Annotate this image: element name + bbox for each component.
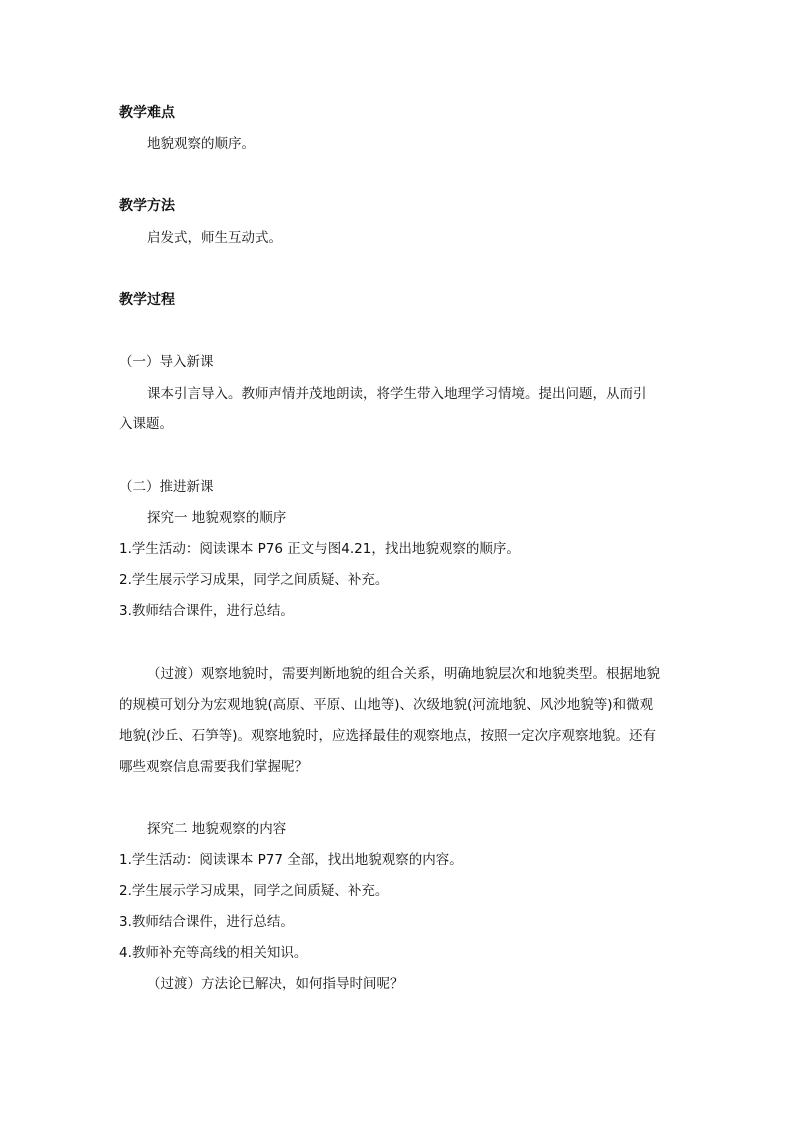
explore2-item-1: 1.学生活动：阅读课本 P77 全部，找出地貌观察的内容。 [119,852,463,868]
transition2-text: （过渡）方法论已解决，如何指导时间呢？ [147,976,404,992]
transition1-line-2: 的规模可划分为宏观地貌(高原、平原、山地等)、次级地貌(河流地貌、风沙地貌等)和微观 [119,697,654,713]
explore1-item-2: 2.学生展示学习成果，同学之间质疑、补充。 [119,572,389,588]
transition1-line-4: 哪些观察信息需要我们掌握呢？ [119,759,308,775]
process-heading: 教学过程 [119,292,175,308]
explore2-item-3: 3.教师结合课件，进行总结。 [119,914,294,930]
part1-title: （一）导入新课 [119,354,214,370]
difficulty-heading: 教学难点 [119,105,175,121]
explore2-item-4: 4.教师补充等高线的相关知识。 [119,945,308,961]
method-text: 启发式，师生互动式。 [147,230,282,246]
difficulty-text: 地貌观察的顺序。 [147,136,255,152]
explore2-title: 探究二 地貌观察的内容 [147,821,287,837]
part1-line-1: 课本引言导入。教师声情并茂地朗读，将学生带入地理学习情境。提出问题，从而引 [147,386,647,402]
explore1-item-3: 3.教师结合课件，进行总结。 [119,603,294,619]
transition1-line-1: （过渡）观察地貌时，需要判断地貌的组合关系，明确地貌层次和地貌类型。根据地貌 [147,666,660,682]
explore1-item-1: 1.学生活动：阅读课本 P76 正文与图4.21，找出地貌观察的顺序。 [119,541,520,557]
explore2-item-2: 2.学生展示学习成果，同学之间质疑、补充。 [119,883,389,899]
transition1-line-3: 地貌(沙丘、石笋等)。观察地貌时，应选择最佳的观察地点，按照一定次序观察地貌。还有 [119,728,657,744]
method-heading: 教学方法 [119,198,175,214]
explore1-title: 探究一 地貌观察的顺序 [147,510,287,526]
part1-line-2: 入课题。 [119,416,173,432]
part2-title: （二）推进新课 [119,479,214,495]
